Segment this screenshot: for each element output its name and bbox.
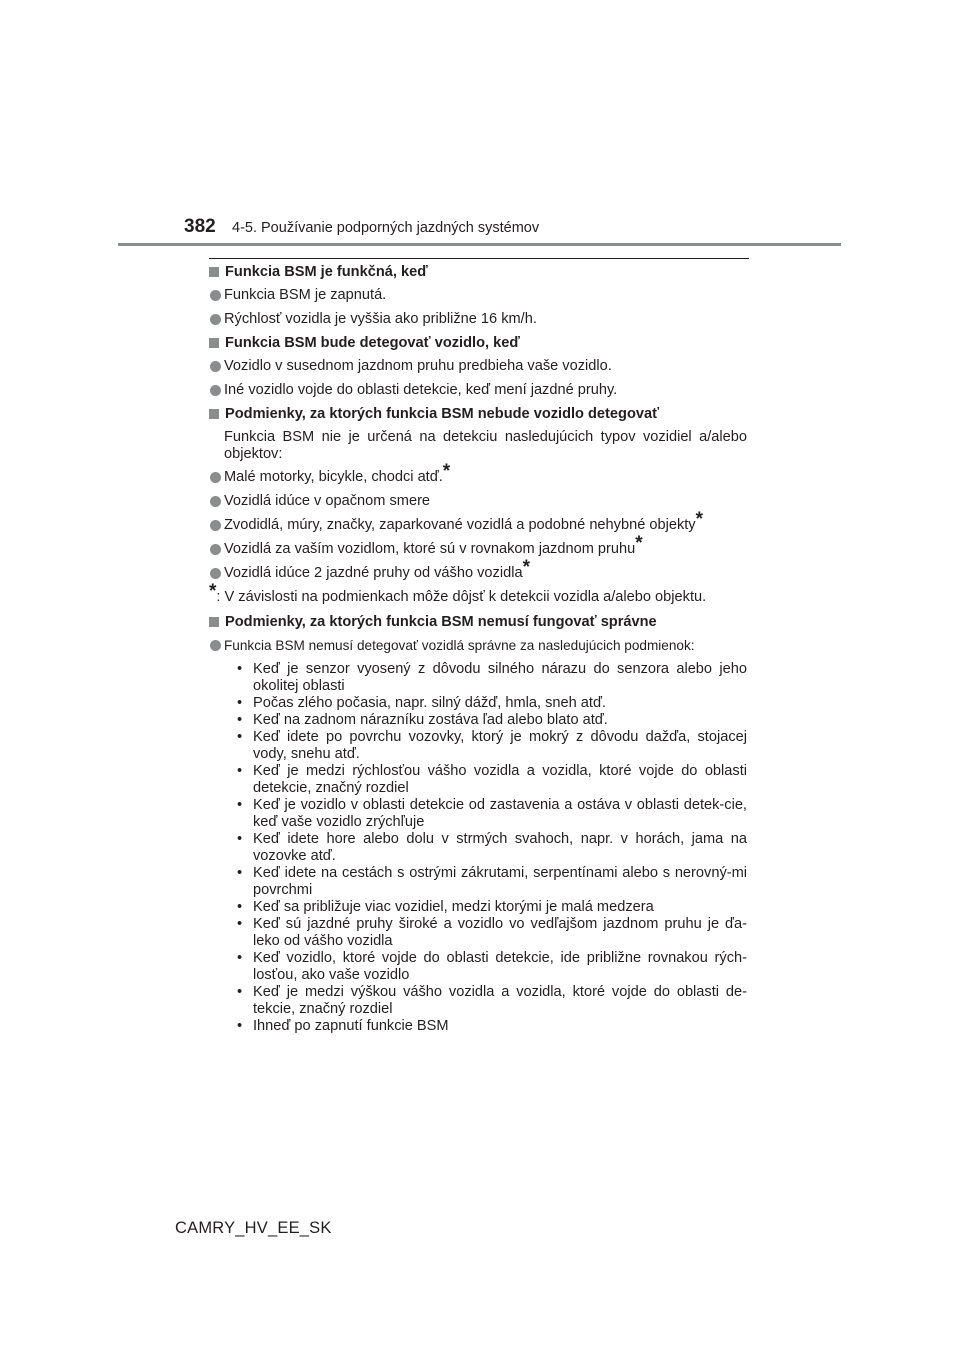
section-heading bbox=[209, 614, 747, 631]
section-title: Funkcia BSM bude detegovať vozidlo, keď bbox=[225, 335, 520, 351]
list-item bbox=[209, 311, 747, 328]
circle-bullet-icon bbox=[210, 496, 221, 507]
condition-text: Ihneď po zapnutí funkcie BSM bbox=[253, 1018, 449, 1034]
list-item-text: Vozidlo v susednom jazdnom pruhu predbieha vaše vozidlo. bbox=[224, 358, 612, 374]
section-title: Podmienky, za ktorých funkcia BSM nebude vozidlo detegovať bbox=[225, 406, 660, 422]
bullet-mark: • bbox=[237, 729, 243, 745]
bullet-mark: • bbox=[237, 797, 243, 813]
condition-text: Keď je senzor vyosený z dôvodu silného nárazu do senzora alebo jeho okolitej oblasti bbox=[253, 661, 747, 694]
list-item bbox=[209, 557, 747, 582]
section-heading bbox=[209, 406, 747, 423]
condition-text: Keď idete po povrchu vozovky, ktorý je mokrý z dôvodu dažďa, stojacej vody, snehu atď. bbox=[253, 729, 747, 762]
bullet-mark: • bbox=[237, 916, 243, 932]
condition-text: Keď sa približuje viac vozidiel, medzi ktorými je malá medzera bbox=[253, 899, 654, 915]
list-item bbox=[209, 382, 747, 399]
circle-bullet-icon bbox=[210, 290, 221, 301]
footnote-text: : V závislosti na podmienkach môže dôjsť k detekcii vozidla a/alebo objektu. bbox=[216, 589, 707, 605]
condition-item bbox=[229, 797, 747, 831]
footnote-marker: * bbox=[695, 509, 704, 530]
condition-item bbox=[229, 712, 747, 729]
condition-item bbox=[229, 729, 747, 763]
square-bullet-icon bbox=[209, 617, 219, 627]
bullet-mark: • bbox=[237, 984, 243, 1000]
list-item-text: Iné vozidlo vojde do oblasti detekcie, keď mení jazdné pruhy. bbox=[224, 382, 618, 398]
square-bullet-icon bbox=[209, 409, 219, 419]
condition-item bbox=[229, 916, 747, 950]
condition-item bbox=[229, 950, 747, 984]
condition-text: Počas zlého počasia, napr. silný dážď, hmla, sneh atď. bbox=[253, 695, 606, 711]
list-item-text: Zvodidlá, múry, značky, zaparkované vozidlá a podobné nehybné objekty bbox=[224, 517, 696, 533]
condition-item bbox=[229, 661, 747, 695]
circle-bullet-icon bbox=[210, 640, 221, 651]
list-item bbox=[209, 358, 747, 375]
circle-bullet-icon bbox=[210, 568, 221, 579]
condition-item bbox=[229, 899, 747, 916]
circle-bullet-icon bbox=[210, 544, 221, 555]
condition-item bbox=[229, 831, 747, 865]
chapter-title: 4-5. Používanie podporných jazdných systémov bbox=[232, 220, 540, 236]
footnote-marker: * bbox=[209, 581, 217, 602]
bullet-mark: • bbox=[237, 695, 243, 711]
bullet-mark: • bbox=[237, 950, 243, 966]
bullet-mark: • bbox=[237, 831, 243, 847]
section-title: Podmienky, za ktorých funkcia BSM nemusí fungovať správne bbox=[225, 614, 657, 630]
footnote-marker: * bbox=[442, 461, 451, 482]
circle-bullet-icon bbox=[210, 385, 221, 396]
list-item bbox=[209, 461, 747, 486]
condition-text: Keď sú jazdné pruhy široké a vozidlo vo vedľajšom jazdnom pruhu je ďa-leko od vášho vozidla bbox=[253, 916, 747, 949]
condition-list bbox=[229, 661, 747, 1035]
condition-item bbox=[229, 865, 747, 899]
bullet-mark: • bbox=[237, 712, 243, 728]
section-heading bbox=[209, 335, 747, 352]
list-item-text: Funkcia BSM je zapnutá. bbox=[224, 287, 387, 303]
list-item bbox=[209, 287, 747, 304]
condition-item bbox=[229, 1018, 747, 1035]
header-divider bbox=[118, 243, 841, 246]
circle-bullet-icon bbox=[210, 361, 221, 372]
list-item-text: Vozidlá idúce 2 jazdné pruhy od vášho vozidla bbox=[224, 565, 523, 581]
content-divider bbox=[209, 258, 749, 259]
section-title: Funkcia BSM je funkčná, keď bbox=[225, 264, 428, 280]
condition-text: Keď je vozidlo v oblasti detekcie od zastavenia a ostáva v oblasti detek-cie, keď vaše vozidlo zrýchľuje bbox=[253, 797, 747, 830]
section-heading bbox=[209, 264, 747, 281]
condition-item bbox=[229, 984, 747, 1018]
bullet-mark: • bbox=[237, 1018, 243, 1034]
section-intro: Funkcia BSM nie je určená na detekciu nasledujúcich typov vozidiel a/alebo objektov: bbox=[224, 429, 747, 462]
document-code: CAMRY_HV_EE_SK bbox=[175, 1219, 332, 1237]
circle-bullet-icon bbox=[210, 314, 221, 325]
circle-bullet-icon bbox=[210, 520, 221, 531]
condition-text: Keď idete na cestách s ostrými zákrutami, serpentínami alebo s nerovný-mi povrchmi bbox=[253, 865, 747, 898]
list-item-text: Vozidlá idúce v opačnom smere bbox=[224, 493, 431, 509]
circle-bullet-icon bbox=[210, 472, 221, 483]
condition-item bbox=[229, 695, 747, 712]
list-item bbox=[209, 533, 747, 558]
list-item-text: Vozidlá za vaším vozidlom, ktoré sú v rovnakom jazdnom pruhu bbox=[224, 541, 636, 557]
condition-item bbox=[229, 763, 747, 797]
list-item-text: Funkcia BSM nemusí detegovať vozidlá správne za nasledujúcich podmienok: bbox=[224, 638, 695, 653]
footnote-marker: * bbox=[635, 533, 643, 554]
main-content bbox=[209, 264, 747, 1035]
condition-text: Keď je medzi rýchlosťou vášho vozidla a vozidla, ktoré vojde do oblasti detekcie, značný rozdiel bbox=[253, 763, 747, 796]
bullet-mark: • bbox=[237, 899, 243, 915]
bullet-mark: • bbox=[237, 865, 243, 881]
list-item bbox=[209, 493, 747, 510]
list-item-text: Malé motorky, bicykle, chodci atď. bbox=[224, 469, 443, 485]
list-item bbox=[209, 637, 747, 654]
bullet-mark: • bbox=[237, 661, 243, 677]
list-item-text: Rýchlosť vozidla je vyššia ako približne 16 km/h. bbox=[224, 311, 537, 327]
page-number: 382 bbox=[184, 216, 216, 237]
list-item bbox=[209, 509, 747, 534]
footnote bbox=[209, 581, 747, 606]
bullet-mark: • bbox=[237, 763, 243, 779]
square-bullet-icon bbox=[209, 338, 219, 348]
square-bullet-icon bbox=[209, 267, 219, 277]
footnote-marker: * bbox=[522, 557, 530, 578]
condition-text: Keď na zadnom nárazníku zostáva ľad alebo blato atď. bbox=[253, 712, 608, 728]
condition-text: Keď je medzi výškou vášho vozidla a vozidla, ktoré vojde do oblasti de-tekcie, značný rozdiel bbox=[253, 984, 747, 1017]
condition-text: Keď vozidlo, ktoré vojde do oblasti detekcie, ide približne rovnakou rých-losťou, ako vaše vozidlo bbox=[253, 950, 747, 983]
condition-text: Keď idete hore alebo dolu v strmých svahoch, napr. v horách, jama na vozovke atď. bbox=[253, 831, 747, 864]
